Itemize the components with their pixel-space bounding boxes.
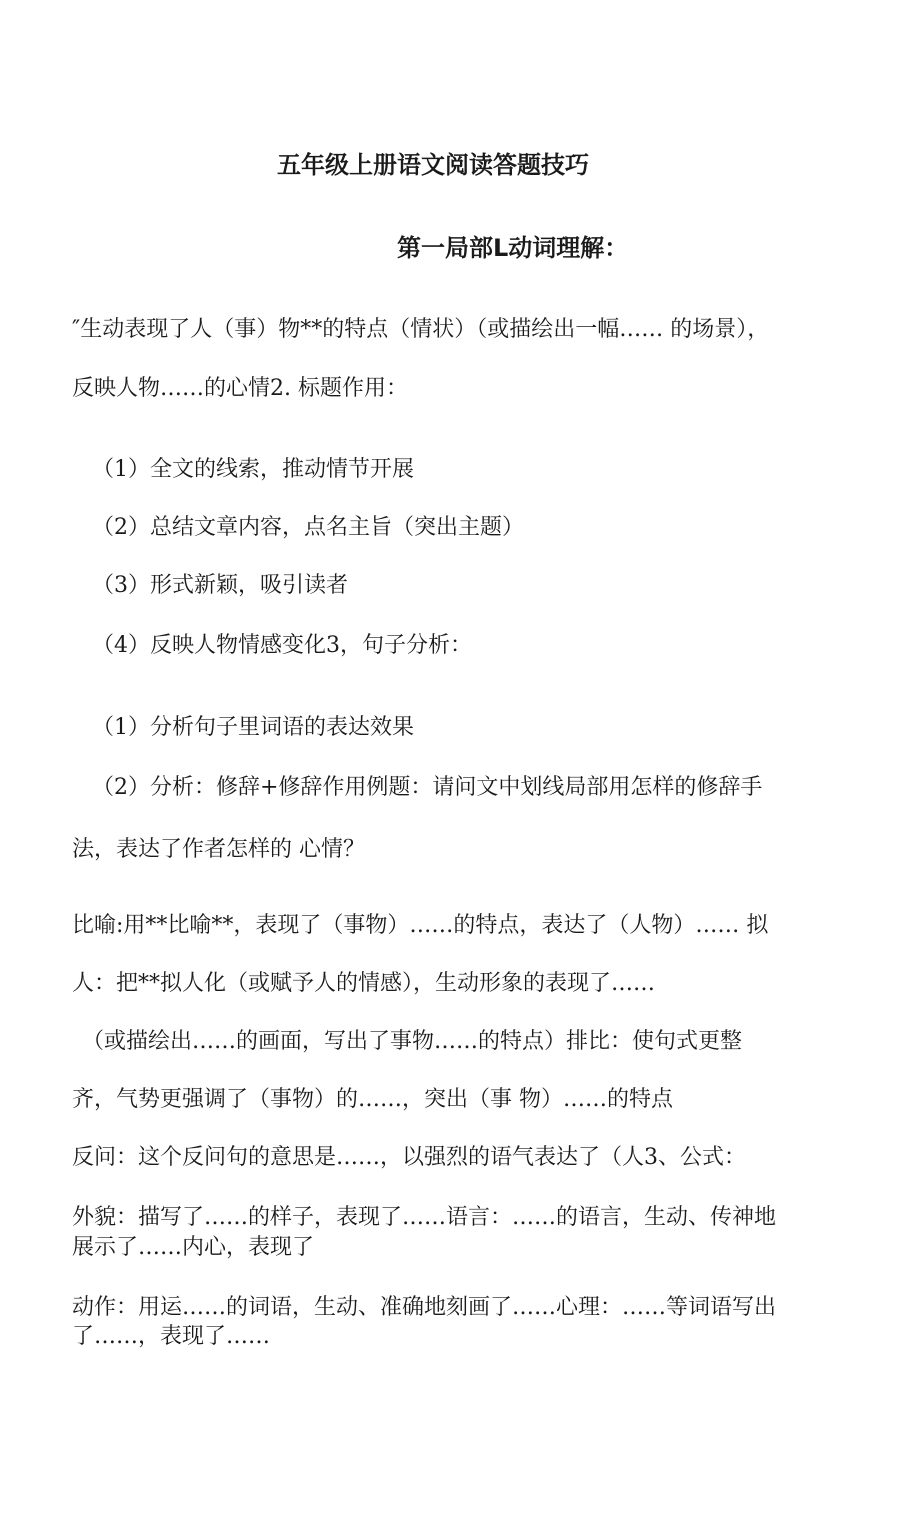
- body-line: 了……，表现了……: [72, 1324, 271, 1349]
- section-heading: 第一局部L动词理解：: [397, 234, 629, 262]
- body-line: 展示了……内心，表现了: [72, 1235, 315, 1260]
- body-line: 反映人物……的心情2. 标题作用：: [72, 376, 408, 401]
- body-line: 外貌：描写了……的样子，表现了……语言：……的语言，生动、传神地: [72, 1205, 777, 1230]
- list-item: （2）分析：修辞+修辞作用例题：请问文中划线局部用怎样的修辞手: [92, 775, 763, 800]
- body-line: 反问：这个反问句的意思是……，以强烈的语气表达了（人3、公式：: [72, 1145, 746, 1170]
- body-line: 比喻:用**比喻**，表现了（事物）……的特点，表达了（人物）…… 拟: [72, 913, 769, 938]
- body-line: 齐，气势更强调了（事物）的……，突出（事 物）……的特点: [72, 1087, 673, 1112]
- body-line: 法，表达了作者怎样的 心情？: [72, 837, 365, 862]
- body-line: （或描绘出……的画面，写出了事物……的特点）排比：使句式更整: [82, 1029, 743, 1054]
- list-item: （1）全文的线索，推动情节开展: [92, 457, 414, 482]
- list-item: （2）总结文章内容，点名主旨（突出主题）: [92, 515, 524, 540]
- list-item: （4）反映人物情感变化3，句子分析：: [92, 633, 472, 658]
- document-title: 五年级上册语文阅读答题技巧: [277, 151, 589, 179]
- body-line: 动作：用运……的词语，生动、准确地刻画了……心理：……等词语写出: [72, 1295, 777, 1320]
- list-item: （3）形式新颖，吸引读者: [92, 573, 348, 598]
- body-line: 人：把**拟人化（或赋予人的情感），生动形象的表现了……: [72, 971, 656, 996]
- list-item: （1）分析句子里词语的表达效果: [92, 715, 414, 740]
- body-line: ″生动表现了人（事）物**的特点（情状）（或描绘出一幅…… 的场景），: [72, 317, 770, 342]
